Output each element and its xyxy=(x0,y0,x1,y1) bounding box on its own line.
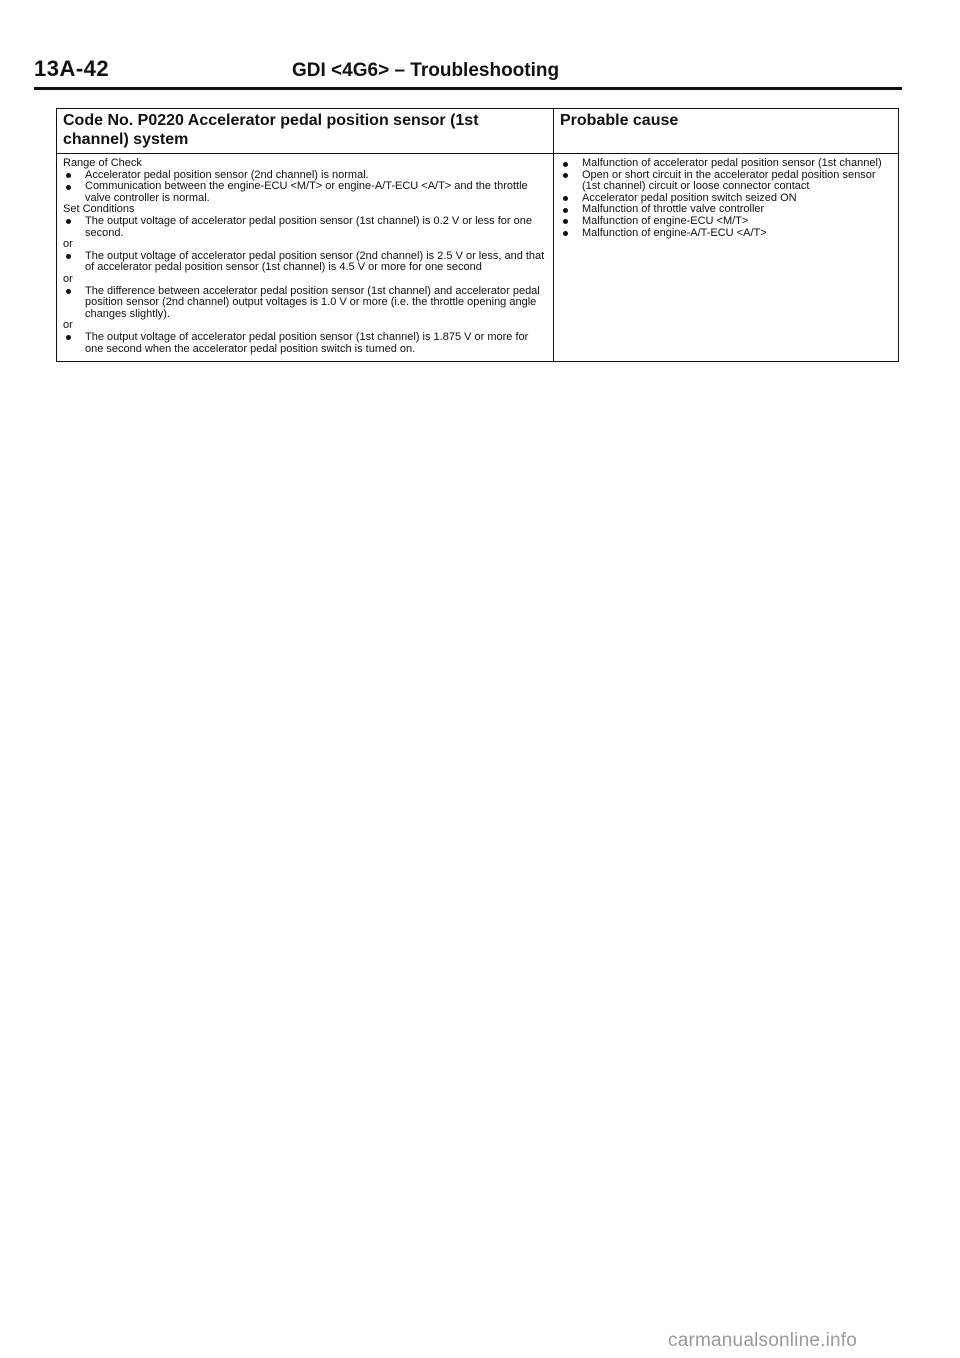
probable-cause-item: Malfunction of engine-A/T-ECU <A/T> xyxy=(560,228,892,240)
header-rule xyxy=(34,87,902,90)
set-condition-item: The output voltage of accelerator pedal position sensor (1st channel) is 1.875 V or more for one second when the accelerator pedal position switch is turned on. xyxy=(63,332,547,355)
table-row xyxy=(57,154,899,362)
probable-cause-cell xyxy=(554,154,899,362)
set-conditions-label: Set Conditions xyxy=(63,203,135,216)
or-separator: or xyxy=(63,319,73,332)
table-header-row xyxy=(57,109,899,154)
set-condition-item: The output voltage of accelerator pedal position sensor (1st channel) is 0.2 V or less for one second. xyxy=(63,216,547,239)
page-title: GDI <4G6> – Troubleshooting xyxy=(292,60,560,81)
or-separator: or xyxy=(63,272,73,285)
range-of-check-label: Range of Check xyxy=(63,157,142,169)
probable-cause-header: Probable cause xyxy=(554,109,899,154)
page-number: 13A-42 xyxy=(34,56,110,81)
troubleshooting-table xyxy=(56,108,899,362)
code-header: Code No. P0220 Accelerator pedal position sensor (1st channel) system xyxy=(57,109,554,154)
or-separator: or xyxy=(63,238,73,251)
set-condition-item: The output voltage of accelerator pedal position sensor (2nd channel) is 2.5 V or less, and that of accelerator pedal position sensor (1st channel) is 4.5 V or more for one second xyxy=(63,251,547,274)
probable-cause-item: Malfunction of accelerator pedal position sensor (1st channel) xyxy=(560,158,892,170)
set-condition-item: The difference between accelerator pedal position sensor (1st channel) and accelerator pedal position sensor (2nd channel) output voltages is 1.0 V or more (i.e. the throttle opening angle changes slightly). xyxy=(63,286,547,321)
range-item: Accelerator pedal position sensor (2nd channel) is normal. xyxy=(63,170,547,182)
probable-cause-item: Malfunction of engine-ECU <M/T> xyxy=(560,216,892,228)
conditions-cell xyxy=(57,154,554,362)
probable-cause-item: Accelerator pedal position switch seized ON xyxy=(560,193,892,205)
watermark: carmanualsonline.info xyxy=(668,1330,858,1351)
probable-cause-item: Malfunction of throttle valve controller xyxy=(560,204,892,216)
probable-cause-item: Open or short circuit in the accelerator pedal position sensor (1st channel) circuit or loose connector contact xyxy=(560,170,892,193)
range-item: Communication between the engine-ECU <M/T> or engine-A/T-ECU <A/T> and the throttle valve controller is normal. xyxy=(63,181,547,204)
